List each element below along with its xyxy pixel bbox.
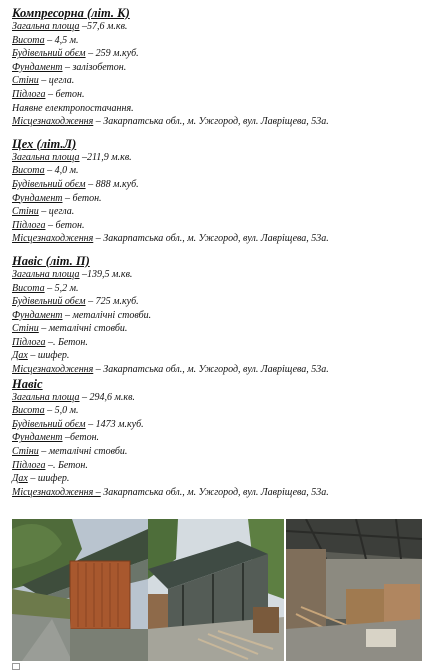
spec-key: Загальна площа <box>12 151 80 163</box>
page-corner-mark <box>12 663 20 670</box>
spec-value: –. Бетон. <box>45 336 88 348</box>
spec-value: – Закарпатська обл., м. Ужгород, вул. Лавріщева, 53а. <box>93 116 329 128</box>
spec-line <box>12 418 422 432</box>
spec-line <box>12 151 422 165</box>
spec-value: – цегла. <box>38 75 75 87</box>
spec-key: Стіни <box>12 323 39 335</box>
section-title: Навіс <box>12 376 43 391</box>
spec-value: – металічні стовби. <box>62 309 152 321</box>
section-canopy-p <box>12 254 422 377</box>
section-workshop <box>12 137 422 246</box>
spec-key: Дах <box>12 350 28 362</box>
spec-value: – шифер. <box>27 473 70 485</box>
spec-line <box>12 309 422 323</box>
spec-key: Загальна площа <box>12 21 80 32</box>
spec-value: – металічні стовби. <box>38 323 128 335</box>
spec-line <box>12 74 422 88</box>
spec-line <box>12 164 422 178</box>
spec-key: Будівельний обєм <box>12 178 86 190</box>
spec-line <box>12 61 422 75</box>
spec-line <box>12 282 422 296</box>
spec-value: – 5,0 м. <box>44 405 79 417</box>
photo-canopy-with-containers <box>12 519 148 661</box>
spec-line <box>12 336 422 350</box>
spec-value: – 888 м.куб. <box>85 178 139 190</box>
spec-line <box>12 431 422 445</box>
spec-value: – 1473 м.куб. <box>85 418 144 430</box>
spec-value: – бетон. <box>45 219 85 231</box>
spec-line <box>12 391 422 405</box>
spec-line <box>12 232 422 246</box>
spec-value: –211,9 м.кв. <box>79 151 132 163</box>
spec-key: Підлога <box>12 459 46 471</box>
spec-key: Стіни <box>12 75 39 87</box>
spec-line <box>12 205 422 219</box>
spec-line <box>12 404 422 418</box>
spec-key: Фундамент <box>12 432 63 444</box>
spec-value: – металічні стовби. <box>38 446 128 458</box>
spec-line <box>12 192 422 206</box>
section-title: Навіс (літ. П) <box>12 253 90 268</box>
photo-strip <box>12 519 422 661</box>
spec-value: –. Бетон. <box>45 459 88 471</box>
spec-key: Фундамент <box>12 309 63 321</box>
spec-value: – цегла. <box>38 206 75 218</box>
spec-line <box>12 115 422 129</box>
spec-line <box>12 34 422 48</box>
spec-key: Загальна площа <box>12 391 80 403</box>
spec-key: Місцезнаходження <box>12 233 94 245</box>
spec-value: Наявне електропостачання. <box>12 102 134 114</box>
spec-line <box>12 322 422 336</box>
spec-value: – шифер. <box>27 350 70 362</box>
spec-line <box>12 219 422 233</box>
spec-line <box>12 295 422 309</box>
spec-value: –бетон. <box>62 432 100 444</box>
spec-key: Фундамент <box>12 61 63 73</box>
spec-line <box>12 363 422 377</box>
spec-key: Висота <box>12 282 45 294</box>
spec-key: Дах <box>12 473 28 485</box>
spec-line <box>12 20 422 34</box>
spec-value: –139,5 м.кв. <box>79 268 133 280</box>
spec-line <box>12 459 422 473</box>
spec-line <box>12 102 422 116</box>
spec-key: Будівельний обєм <box>12 48 86 60</box>
spec-key: Підлога <box>12 336 46 348</box>
spec-value: – 259 м.куб. <box>85 48 139 60</box>
spec-line <box>12 349 422 363</box>
spec-key: Стіни <box>12 206 39 218</box>
spec-line <box>12 268 422 282</box>
spec-value: – 294,6 м.кв. <box>79 391 135 403</box>
spec-value: – 725 м.куб. <box>85 296 139 308</box>
spec-line <box>12 88 422 102</box>
photo-shed-interior <box>286 519 422 661</box>
spec-line <box>12 445 422 459</box>
spec-value: – 4,5 м. <box>44 34 79 46</box>
photo-open-shed <box>148 519 284 661</box>
section-title: Компресорна (літ. К) <box>12 6 130 20</box>
spec-key: Будівельний обєм <box>12 296 86 308</box>
spec-value: – 4,0 м. <box>44 165 79 177</box>
spec-key: Висота <box>12 165 45 177</box>
spec-line <box>12 47 422 61</box>
spec-line <box>12 486 422 500</box>
spec-key: Висота <box>12 34 45 46</box>
spec-line <box>12 472 422 486</box>
property-description-document <box>12 6 422 499</box>
spec-value: – бетон. <box>62 192 102 204</box>
spec-key: Загальна площа <box>12 268 80 280</box>
spec-key: Фундамент <box>12 192 63 204</box>
spec-key: Підлога <box>12 88 46 100</box>
section-canopy <box>12 377 422 500</box>
spec-key: Стіни <box>12 446 39 458</box>
spec-value: – залізобетон. <box>62 61 127 73</box>
spec-key: Місцезнаходження <box>12 116 94 128</box>
spec-value: Закарпатська обл., м. Ужгород, вул. Лавріщева, 53а. <box>100 486 329 498</box>
spec-value: – бетон. <box>45 88 85 100</box>
spec-key: Місцезнаходження – <box>12 486 101 498</box>
spec-value: – 5,2 м. <box>44 282 79 294</box>
section-compressor <box>12 6 422 129</box>
spec-value: – Закарпатська обл., м. Ужгород, вул. Лавріщева, 53а. <box>93 233 329 245</box>
spec-key: Висота <box>12 405 45 417</box>
spec-value: –57,6 м.кв. <box>79 21 128 32</box>
spec-key: Підлога <box>12 219 46 231</box>
spec-value: – Закарпатська обл., м. Ужгород, вул. Лавріщева, 53а. <box>93 364 329 376</box>
section-title: Цех (літ.Л) <box>12 136 77 151</box>
spec-line <box>12 178 422 192</box>
spec-key: Будівельний обєм <box>12 418 86 430</box>
spec-key: Місцезнаходження <box>12 364 94 376</box>
